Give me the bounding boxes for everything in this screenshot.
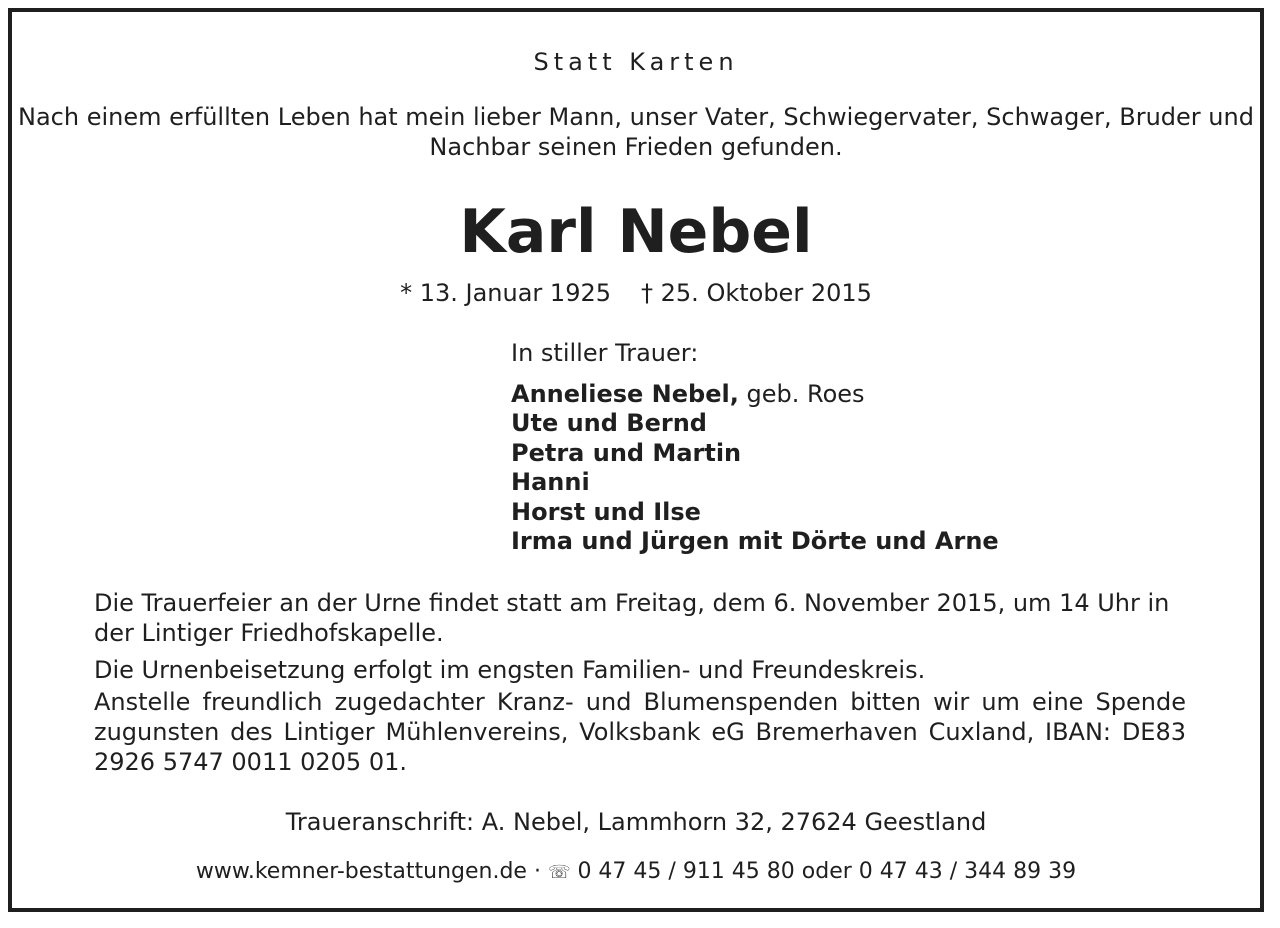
birth-date: * 13. Januar 1925 (400, 279, 612, 307)
mourner-name: Horst und Ilse (511, 497, 701, 526)
mourner-name: Hanni (511, 468, 590, 497)
mourner-item (511, 527, 999, 556)
mourner-item (511, 380, 999, 409)
mourner-item (511, 439, 999, 468)
mourner-item (511, 468, 999, 497)
mourner-name: Petra und Martin (511, 438, 742, 467)
donation-info: Anstelle freundlich zugedachter Kranz- und Blumenspenden bitten wir um eine Spende zugunsten des Lintiger Mühlenvereins, Volksbank eG Bremerhaven Cuxland, IBAN: DE83 2926 5747 0011 0205 01. (94, 688, 1186, 776)
mourner-name: Irma und Jürgen mit Dörte und Arne (511, 527, 999, 556)
life-dates (12, 278, 1260, 308)
contact-line (12, 858, 1260, 887)
mourner-suffix: geb. Roes (738, 380, 865, 408)
death-date: † 25. Oktober 2015 (641, 279, 872, 307)
mourning-title: In stiller Trauer: (511, 339, 699, 367)
notice-header: Statt Karten (533, 48, 739, 76)
mourner-item (511, 409, 999, 438)
mourning-address: Traueranschrift: A. Nebel, Lammhorn 32, 27624 Geestland (285, 808, 987, 836)
burial-info: Die Urnenbeisetzung erfolgt im engsten Familien- und Freundeskreis. (94, 656, 926, 684)
phone-icon: ☏ (547, 862, 571, 883)
separator: · (526, 859, 548, 884)
deceased-name: Karl Nebel (459, 197, 813, 267)
obituary-notice (8, 8, 1264, 912)
mourner-name: Anneliese Nebel, (511, 380, 739, 408)
intro-text: Nach einem erfüllten Leben hat mein lieber Mann, unser Vater, Schwiegervater, Schwager, Bruder und Nachbar seinen Frieden gefunden. (18, 103, 1254, 161)
mourner-name: Ute und Bernd (511, 409, 707, 438)
mourner-list (511, 380, 999, 556)
website-link[interactable]: www.kemner-bestattungen.de (195, 859, 527, 884)
funeral-info: Die Trauerfeier an der Urne findet statt am Freitag, dem 6. November 2015, um 14 Uhr in der Lintiger Friedhofskapelle. (94, 589, 1170, 647)
mourner-item (511, 498, 999, 527)
phone-numbers: 0 47 45 / 911 45 80 oder 0 47 43 / 344 89 39 (570, 859, 1077, 884)
